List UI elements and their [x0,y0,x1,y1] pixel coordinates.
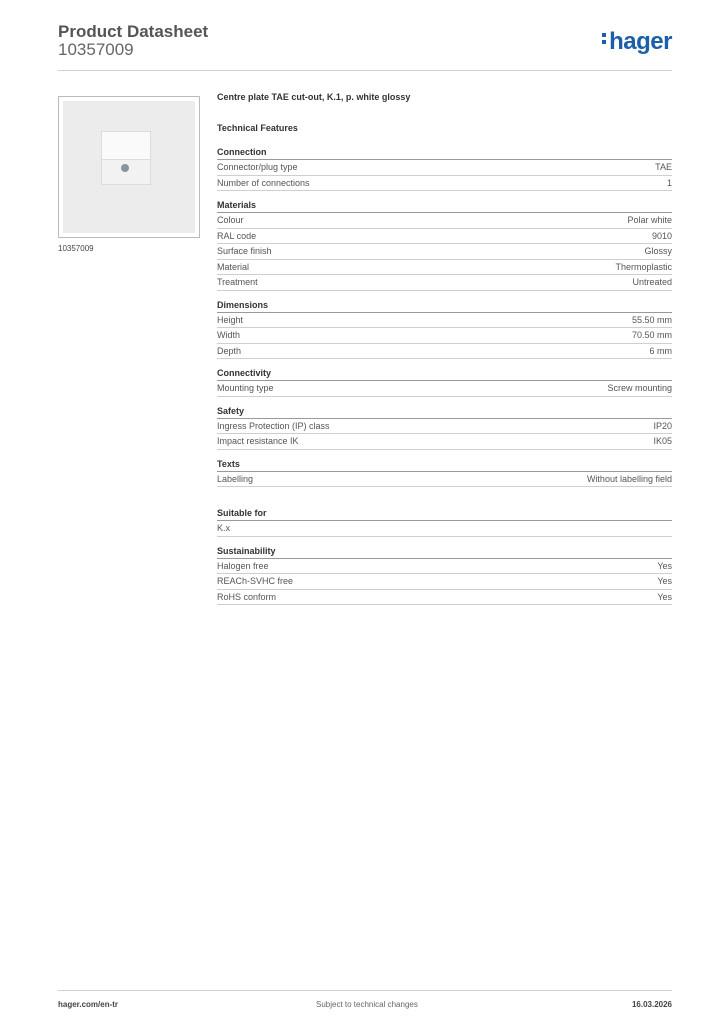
section-heading: Texts [217,459,672,472]
spec-row [217,244,672,260]
page-header [58,22,672,71]
spec-label: Connector/plug type [217,162,298,172]
section-heading: Sustainability [217,546,672,559]
spec-label: RoHS conform [217,591,277,602]
technical-features-heading: Technical Features [217,123,298,133]
spec-row [217,472,672,488]
spec-label: Treatment [217,277,258,287]
spec-section [217,300,672,360]
indicator-dot-icon [121,164,129,172]
spec-label: Colour [217,215,244,225]
hager-logo [602,28,672,56]
spec-label: Height [217,314,244,325]
spec-value: Without labelling field [586,473,672,484]
section-heading: Materials [217,200,672,213]
spec-section [217,147,672,191]
footer-notice: Subject to technical changes [316,1000,418,1009]
spec-value: Glossy [644,246,672,256]
spec-value: Polar white [627,215,672,225]
spec-value: Screw mounting [607,383,672,393]
page-footer [58,990,672,1009]
spec-section [217,200,672,291]
spec-value: Yes [657,576,672,586]
spec-label: Width [217,330,241,340]
spec-label: Surface finish [217,246,272,256]
spec-label: REACh-SVHC free [217,576,294,586]
spec-row [217,574,672,590]
spec-row [217,176,672,192]
plate-strip-graphic [101,159,151,185]
spec-value: Untreated [632,277,672,287]
footer-website: hager.com/en-tr [58,1000,119,1009]
spec-section [217,508,672,537]
spec-value: 55.50 mm [631,314,672,325]
spec-label: Ingress Protection (IP) class [217,420,330,431]
section-heading: Dimensions [217,300,672,313]
logo-text: hager [609,28,672,55]
spec-section [217,368,672,397]
spec-label: Labelling [217,473,254,484]
spec-label: RAL code [217,230,257,241]
spec-row [217,275,672,291]
spec-section [217,406,672,450]
spec-row [217,381,672,397]
spec-row [217,559,672,575]
logo-dots-icon [602,30,608,47]
spec-row [217,344,672,360]
spec-row [217,260,672,276]
spec-label: Impact resistance IK [217,436,299,446]
spec-value: TAE [655,162,672,172]
image-caption: 10357009 [58,244,94,253]
spec-value: 9010 [651,230,672,241]
spec-value: IK05 [653,436,672,446]
page-title: Product Datasheet [58,22,209,41]
spec-value: 1 [666,177,672,188]
spec-row [217,160,672,176]
spec-value: Yes [657,591,672,602]
spec-sections [217,147,672,605]
spec-row [217,434,672,450]
spec-row [217,419,672,435]
spec-row [217,229,672,245]
spec-row [217,313,672,329]
spec-value: IP20 [653,420,672,431]
spec-value: 70.50 mm [631,330,672,340]
spec-section [217,459,672,488]
product-image [58,96,200,238]
document-number: 10357009 [58,40,134,59]
product-title: Centre plate TAE cut-out, K.1, p. white glossy [217,92,411,102]
spec-content [217,92,672,614]
spec-row [217,328,672,344]
section-heading: Connection [217,147,672,160]
section-heading: Suitable for [217,508,672,521]
spec-label: Halogen free [217,560,269,571]
spec-row [217,590,672,606]
spec-value: Thermoplastic [615,261,672,272]
spec-label: Material [217,261,250,272]
spec-section [217,546,672,606]
spec-label: Mounting type [217,383,274,393]
spec-value: 6 mm [649,345,672,356]
footer-date: 16.03.2026 [631,1000,672,1009]
section-heading: Safety [217,406,672,419]
spec-label: Depth [217,345,242,356]
spec-value: Yes [657,560,672,571]
section-heading: Connectivity [217,368,672,381]
section-spacer [217,496,672,508]
spec-row [217,213,672,229]
spec-row [217,521,672,537]
spec-label: Number of connections [217,177,310,188]
spec-label: K.x [217,523,231,533]
